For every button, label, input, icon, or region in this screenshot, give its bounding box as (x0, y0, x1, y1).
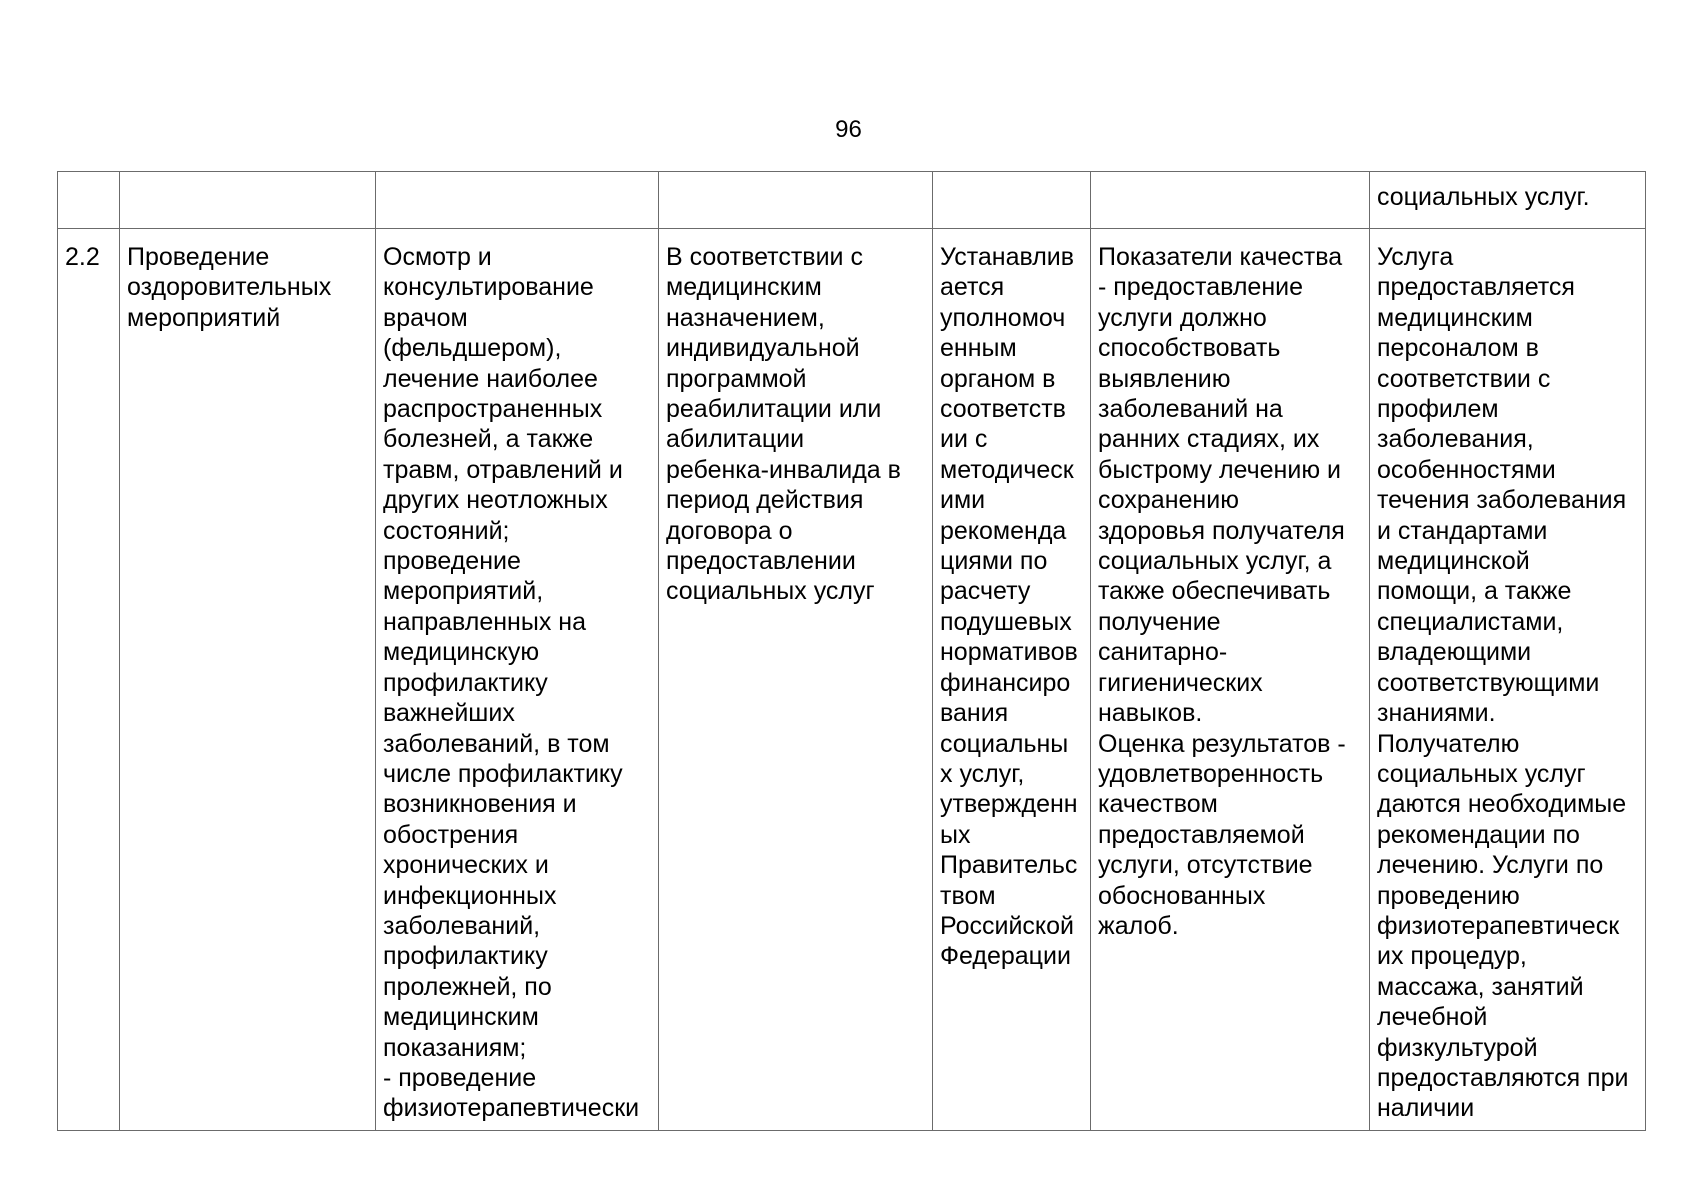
page-number: 96 (835, 116, 862, 143)
table-cell-conditions-continued: социальных услуг. (1370, 172, 1646, 229)
table-row-continuation (58, 172, 1646, 229)
table-row (58, 229, 1646, 1131)
table-cell (376, 172, 659, 229)
table-cell (58, 172, 120, 229)
services-table (57, 171, 1646, 1131)
service-name: Проведение оздоровительных мероприятий (120, 229, 376, 1131)
service-description: Осмотр и консультирование врачом (фельдшером), лечение наиболее распространенных болезней, а также травм, отравлений и других неотложных состояний; проведение мероприятий, направленных на медицинскую профилактику важнейших заболеваний, в том числе профилактику возникновения и обострения хронических и инфекционных заболеваний, профилактику пролежней, по медицинским показаниям; - проведение физиотерапевтически (376, 229, 659, 1131)
table-cell (659, 172, 933, 229)
service-tariff: Устанавлив ается уполномоч енным органом в соответств ии с методическ ими рекоменда циями по расчету подушевых нормативов финансиро вания социальны х услуг, утвержденн ых Правительс твом Российской Федерации (933, 229, 1091, 1131)
service-conditions: Услуга предоставляется медицинским персоналом в соответствии с профилем заболевания, особенностями течения заболевания и стандартами медицинской помощи, а также специалистами, владеющими соответствующими знаниями. Получателю социальных услуг даются необходимые рекомендации по лечению. Услуги по проведению физиотерапевтическ их процедур, массажа, занятий лечебной физкультурой предоставляются при наличии (1370, 229, 1646, 1131)
service-quality: Показатели качества - предоставление услуги должно способствовать выявлению заболеваний на ранних стадиях, их быстрому лечению и сохранению здоровья получателя социальных услуг, а также обеспечивать получение санитарно- гигиенических навыков. Оценка результатов - удовлетворенность качеством предоставляемой услуги, отсутствие обоснованных жалоб. (1091, 229, 1370, 1131)
table-cell (1091, 172, 1370, 229)
table-cell (933, 172, 1091, 229)
service-timing: В соответствии с медицинским назначением, индивидуальной программой реабилитации или абилитации ребенка-инвалида в период действия договора о предоставлении социальных услуг (659, 229, 933, 1131)
table-cell (120, 172, 376, 229)
row-number: 2.2 (58, 229, 120, 1131)
